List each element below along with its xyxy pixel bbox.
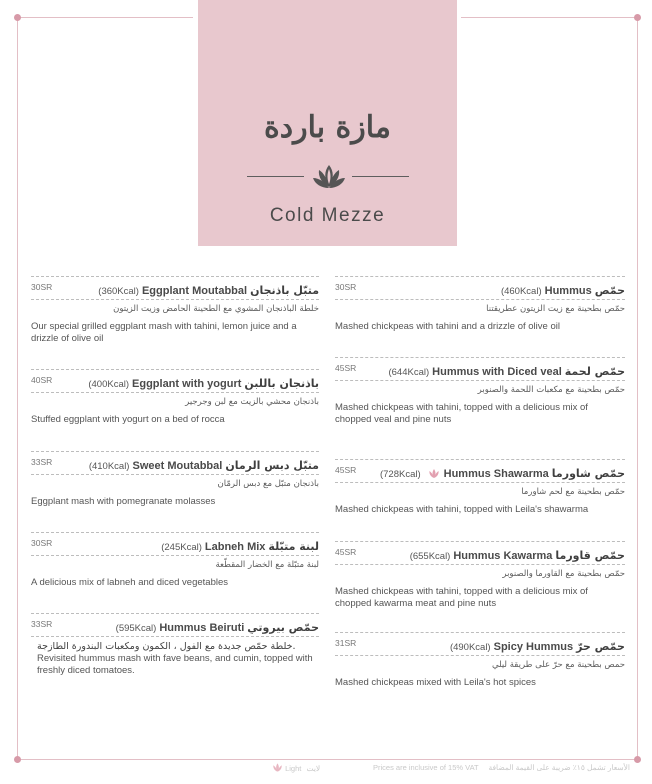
item-title: [410, 544, 625, 563]
item-title: [388, 360, 625, 379]
item-desc-en: Mashed chickpeas with tahini, topped with a delicious mix of chopped veal and pine nuts: [335, 402, 588, 425]
item-name-ar: حمّص بيروتي: [247, 621, 319, 634]
item-desc-en: Eggplant mash with pomegranate molasses: [31, 496, 216, 507]
menu-item-hummus-diced-veal: [335, 357, 625, 426]
divider: [31, 392, 319, 393]
vat-note-en: Prices are inclusive of 15% VAT: [373, 763, 479, 772]
item-name-ar: باذنجان باللبن: [244, 377, 319, 390]
item-price: 45SR: [335, 547, 357, 557]
item-title: [161, 535, 319, 554]
item-name-en: Hummus with Diced veal: [432, 366, 562, 378]
item-name-en: Hummus Beiruti: [159, 622, 245, 634]
section-title-arabic: مازة باردة: [264, 110, 391, 145]
item-kcal: (460Kcal): [500, 286, 542, 297]
item-desc-ar: خلطة الباذنجان المشوي مع الطحينة الحامض وزيت الزيتون: [113, 304, 319, 314]
light-legend: [272, 763, 320, 773]
item-price: 31SR: [335, 638, 357, 648]
divider: [335, 655, 625, 656]
item-desc-ar: حمّص بطحينة مع القاورما والصنوبر: [502, 569, 625, 579]
item-title: [450, 635, 625, 654]
divider: [31, 299, 319, 300]
item-desc-en: Mashed chickpeas with tahini and a drizzle of olive oil: [335, 321, 560, 332]
item-kcal: (400Kcal): [88, 379, 130, 390]
item-name-ar: حمّص قاورما: [555, 549, 625, 562]
item-title: [116, 616, 319, 635]
item-desc-ar: حمّص بطحينة مع زيت الزيتون عطريقتنا: [486, 304, 625, 314]
item-kcal: (360Kcal): [98, 286, 139, 297]
item-name-en: Hummus: [544, 285, 592, 297]
lotus-icon: [312, 163, 346, 191]
frame-left-line: [17, 17, 18, 760]
frame-top-left-line: [18, 17, 193, 18]
item-price: 33SR: [31, 619, 53, 629]
item-name-ar: حمّص حرّ: [576, 640, 625, 653]
frame-dot-top-left: [14, 14, 21, 21]
item-name-ar: متبّل باذنجان: [250, 284, 319, 297]
item-desc-ar: خلطة حمّص جديدة مع الفول ، الكمون ومكعبات البندورة الطازجة.: [37, 641, 296, 652]
lotus-icon: [272, 763, 283, 772]
item-kcal: (728Kcal): [379, 469, 421, 480]
menu-item-hummus: [335, 276, 625, 333]
section-title-english: Cold Mezze: [269, 205, 386, 226]
item-name-en: Hummus Kawarma: [453, 550, 553, 562]
menu-item-sweet-moutabbal: [31, 451, 319, 508]
item-price: 30SR: [335, 282, 357, 292]
header-panel: [198, 0, 457, 246]
item-desc-en: A delicious mix of labneh and diced vegetables: [31, 577, 228, 588]
item-price: 33SR: [31, 457, 53, 467]
item-name-ar: متبّل دبس الرمان: [225, 459, 319, 472]
item-kcal: (490Kcal): [449, 642, 491, 653]
item-name-ar: حمّص لحمة: [564, 365, 625, 378]
menu-item-hummus-shawarma: [335, 459, 625, 516]
item-price: 30SR: [31, 538, 53, 548]
item-price: 30SR: [31, 282, 53, 292]
item-name-ar: حمّص: [594, 284, 625, 297]
divider: [31, 555, 319, 556]
item-name-en: Eggplant Moutabbal: [141, 285, 248, 297]
item-desc-en: Our special grilled eggplant mash with tahini, lemon juice and a drizzle of olive oil: [31, 321, 297, 344]
item-kcal: (655Kcal): [409, 551, 451, 562]
item-title: [88, 372, 319, 391]
item-title: [501, 279, 625, 298]
item-name-ar: حمّص شاورما: [551, 467, 625, 480]
item-title: [380, 462, 625, 481]
frame-bottom-line: [18, 759, 638, 760]
item-name-en: Spicy Hummus: [493, 641, 574, 653]
divider: [335, 380, 625, 381]
item-title: [98, 279, 319, 298]
item-desc-en: Revisited hummus mash with fave beans, and cumin, topped with freshly diced tomatoes.: [37, 653, 313, 676]
item-desc-en: Mashed chickpeas with tahini, topped with a delicious mix of chopped kawarma meat and pine nuts: [335, 586, 588, 609]
menu-item-hummus-beiruti: [31, 613, 319, 677]
item-price: 40SR: [31, 375, 53, 385]
divider: [335, 299, 625, 300]
menu-item-hummus-kawarma: [335, 541, 625, 610]
item-name-en: Labneh Mix: [204, 541, 266, 553]
menu-item-eggplant-yogurt: [31, 369, 319, 426]
item-name-en: Sweet Moutabbal: [132, 460, 223, 472]
item-desc-en: Stuffed eggplant with yogurt on a bed of rocca: [31, 414, 225, 425]
frame-dot-bottom-right: [634, 756, 641, 763]
frame-right-line: [637, 17, 638, 760]
light-label: Light: [285, 764, 302, 773]
divider: [335, 564, 625, 565]
frame-dot-bottom-left: [14, 756, 21, 763]
item-kcal: (595Kcal): [115, 623, 157, 634]
ornament-line-right: [352, 176, 409, 177]
divider: [31, 636, 319, 637]
menu-item-spicy-hummus: [335, 632, 625, 689]
item-name-en: Hummus Shawarma: [443, 468, 549, 480]
item-name-en: Eggplant with yogurt: [132, 378, 242, 390]
menu-item-eggplant-moutabbal: [31, 276, 319, 345]
item-desc-ar: باذنجان متبّل مع دبس الرمّان: [217, 479, 319, 489]
ornament-line-left: [247, 176, 304, 177]
item-desc-ar: حمّص بطحينة مع لحم شاورما: [521, 487, 625, 497]
item-desc-en: Mashed chickpeas mixed with Leila's hot spices: [335, 677, 536, 688]
item-kcal: (410Kcal): [88, 461, 130, 472]
vat-note-ar: الأسعار تشمل ١٥٪ ضريبة على القيمة المضافة: [488, 763, 630, 772]
divider: [335, 482, 625, 483]
item-kcal: (245Kcal): [161, 542, 202, 553]
item-price: 45SR: [335, 363, 357, 373]
divider: [31, 474, 319, 475]
item-price: 45SR: [335, 465, 357, 475]
item-title: [89, 454, 319, 473]
item-desc-ar: حمص بطحينة مع حرّ على طريقة ليلي: [491, 660, 625, 670]
item-desc-ar: لبنة متبّلة مع الخضار المقطّعة: [215, 560, 319, 570]
item-desc-ar: باذنجان محشي بالزيت مع لبن وجرجير: [185, 397, 319, 407]
frame-top-right-line: [461, 17, 636, 18]
item-name-ar: لبنة متبّلة: [268, 540, 319, 553]
menu-item-labneh-mix: [31, 532, 319, 589]
item-desc-en: Mashed chickpeas with tahini, topped with Leila's shawarma: [335, 504, 589, 515]
lotus-icon: [428, 469, 440, 478]
item-kcal: (644Kcal): [388, 367, 430, 378]
frame-dot-top-right: [634, 14, 641, 21]
item-desc-ar: حمّص بطحينة مع مكعبات اللحمة والصنوبر: [477, 385, 625, 395]
light-label-ar: لايت: [306, 764, 321, 773]
